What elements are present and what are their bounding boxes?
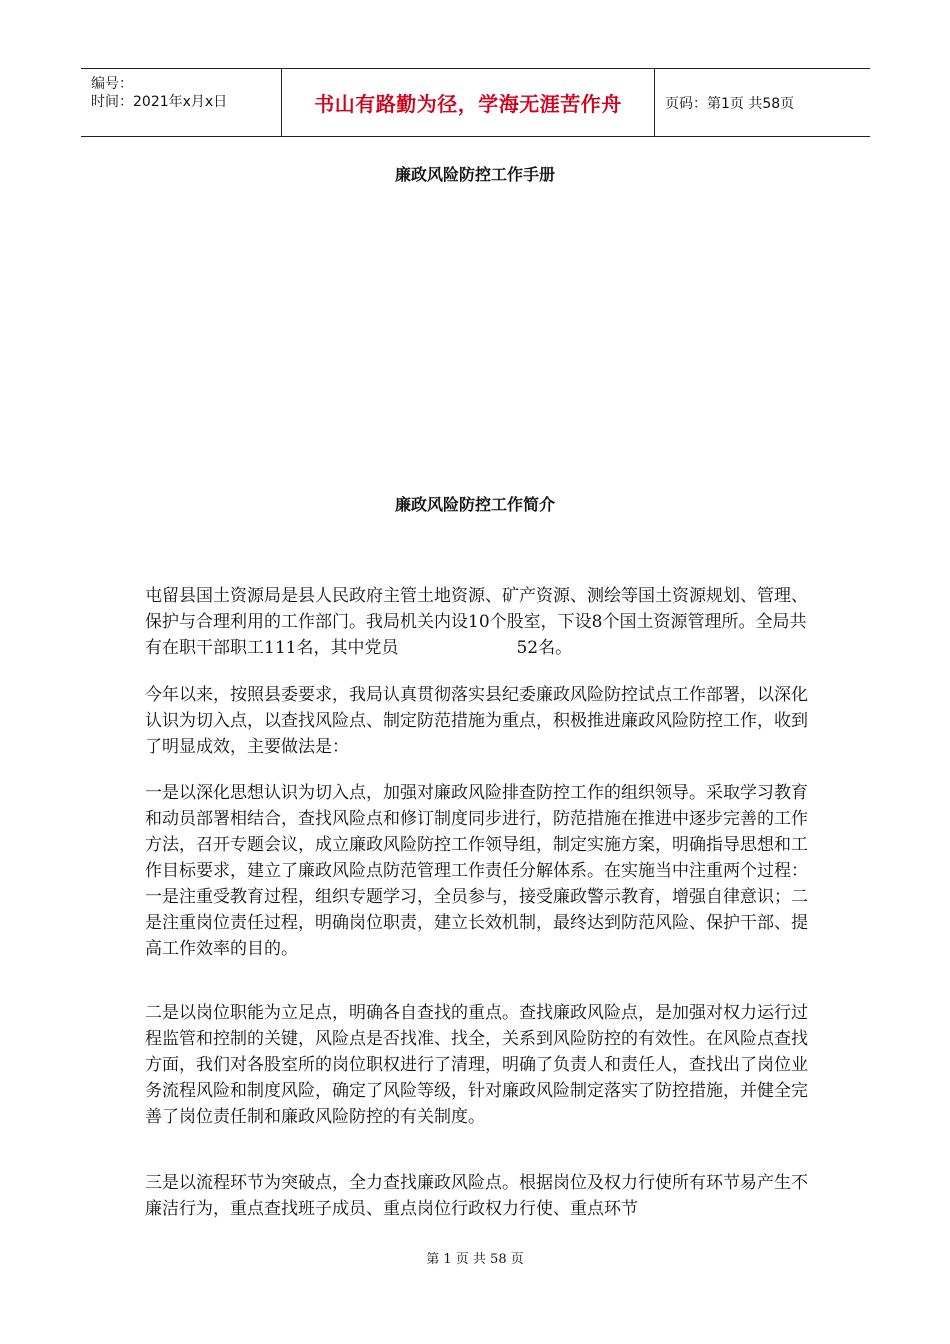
time-label: 时间：2021年x月x日: [91, 94, 228, 110]
number-label: 编号：: [91, 76, 133, 92]
page-footer: 第 1 页 共 58 页: [426, 1252, 524, 1267]
paragraph-5: [145, 1170, 815, 1222]
paragraph-3: [145, 780, 815, 962]
paragraph-1-text: 屯留县国土资源局是县人民政府主管土地资源、矿产资源、测绘等国土资源规划、管理、保护与合理利用的工作部门。我局机关内设10个股室，下设8个国土资源管理所。全局共有在职干部职工111名，其中党员: [145, 586, 808, 658]
paragraph-1-tail: 52名。: [516, 638, 573, 658]
header-page-cell: [655, 69, 870, 136]
paragraph-4-text: 二是以岗位职能为立足点，明确各自查找的重点。查找廉政风险点，是加强对权力运行过程监管和控制的关键，风险点是否找准、找全，关系到风险防控的有效性。在风险点查找方面，我们对各股室所的岗位职权进行了清理，明确了负责人和责任人，查找出了岗位业务流程风险和制度风险，确定了风险等级，针对廉政风险制定落实了防控措施，并健全完善了岗位责任制和廉政风险防控的有关制度。: [145, 1003, 808, 1127]
paragraph-5-text: 三是以流程环节为突破点，全力查找廉政风险点。根据岗位及权力行使所有环节易产生不廉洁行为，重点查找班子成员、重点岗位行政权力行使、重点环节: [145, 1173, 808, 1219]
document-title: 廉政风险防控工作手册: [394, 165, 555, 184]
paragraph-3-text: 一是以深化思想认识为切入点，加强对廉政风险排查防控工作的组织领导。采取学习教育和动员部署相结合，查找风险点和修订制度同步进行，防范措施在推进中逐步完善的工作方法，召开专题会议，成立廉政风险防控工作领导组，制定实施方案，明确指导思想和工作目标要求，建立了廉政风险点防范管理工作责任分解体系。在实施当中注重两个过程：一是注重受教育过程，组织专题学习，全员参与，接受廉政警示教育，增强自律意识；二是注重岗位责任过程，明确岗位职责，建立长效机制，最终达到防范风险、保护干部、提高工作效率的目的。: [145, 783, 808, 959]
motto-text: 书山有路勤为径，学海无涯苦作舟: [314, 92, 622, 116]
header-table: [81, 68, 870, 137]
paragraph-1: [145, 583, 815, 661]
paragraph-2-text: 今年以来，按照县委要求，我局认真贯彻落实县纪委廉政风险防控试点工作部署，以深化认识为切入点，以查找风险点、制定防范措施为重点，积极推进廉政风险防控工作，收到了明显成效，主要做法是：: [145, 685, 808, 757]
section-title: 廉政风险防控工作简介: [394, 495, 555, 514]
paragraph-4: [145, 1000, 815, 1130]
paragraph-2: [145, 682, 815, 760]
page-info: 页码：第1页 共58页: [665, 95, 795, 112]
header-left-cell: [81, 69, 282, 136]
header-motto-cell: [282, 69, 655, 136]
